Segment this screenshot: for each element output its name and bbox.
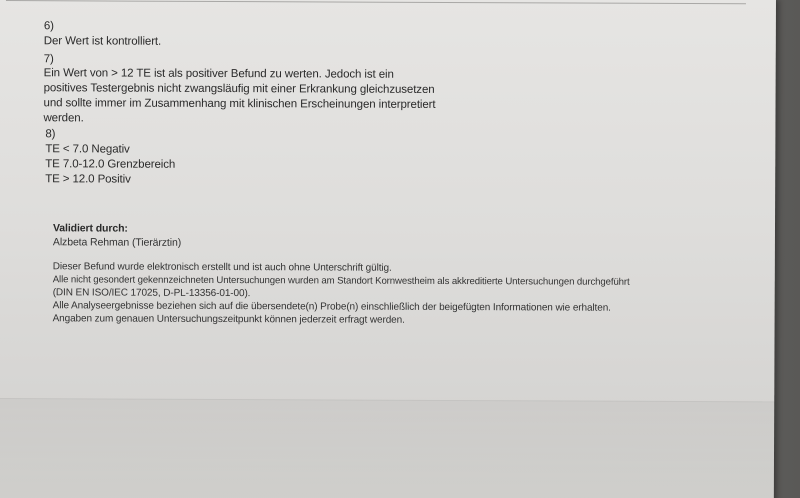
- note-8-number: 8): [45, 128, 56, 141]
- validation-name: Alzbeta Rehman (Tierärztin): [52, 236, 182, 249]
- note-7-number: 7): [43, 53, 54, 66]
- note-8-line-3: TE > 12.0 Positiv: [45, 173, 131, 186]
- note-7-line-1: Ein Wert von > 12 TE ist als positiver Befund zu werten. Jedoch ist ein: [43, 67, 394, 81]
- note-7-line-2: positives Testergebnis nicht zwangsläufig mit einer Erkrankung gleichzusetzen: [43, 82, 435, 96]
- note-8-line-2: TE 7.0-12.0 Grenzbereich: [45, 158, 176, 171]
- note-8-line-1: TE < 7.0 Negativ: [45, 143, 130, 156]
- paper-fold-shadow: [0, 399, 774, 498]
- note-6-line-1: Der Wert ist kontrolliert.: [43, 35, 162, 48]
- footer-line-3: (DIN EN ISO/IEC 17025, D-PL-13356-01-00).: [52, 287, 251, 300]
- top-rule: [6, 0, 746, 4]
- footer-line-5: Angaben zum genauen Untersuchungszeitpunkt können jederzeit erfragt werden.: [52, 313, 405, 326]
- footer-line-1: Dieser Befund wurde elektronisch erstellt und ist auch ohne Unterschrift gültig.: [52, 261, 392, 274]
- footer-line-2: Alle nicht gesondert gekennzeichneten Untersuchungen wurden am Standort Kornwestheim als akkreditierte Untersuchungen durchgeführt: [52, 274, 630, 288]
- note-7-line-4: werden.: [43, 112, 84, 125]
- note-7-line-3: und sollte immer im Zusammenhang mit klinischen Erscheinungen interpretiert: [43, 97, 436, 111]
- validation-heading: Validiert durch:: [52, 222, 128, 235]
- footer-line-4: Alle Analyseergebnisse beziehen sich auf die übersendete(n) Probe(n) einschließlich der beigefügten Informationen wie erhalten.: [52, 300, 611, 314]
- note-6-number: 6): [43, 20, 54, 33]
